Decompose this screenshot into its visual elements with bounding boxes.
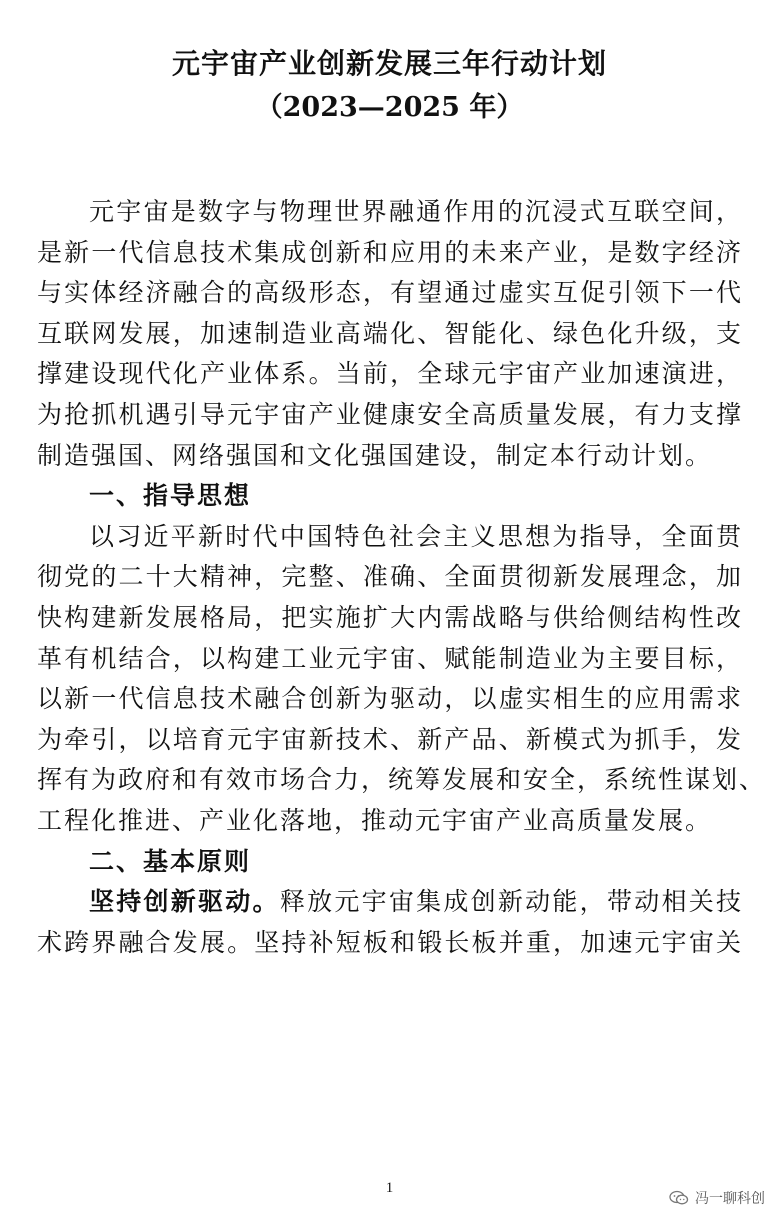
- intro-line: 是新一代信息技术集成创新和应用的未来产业，是数字经济: [37, 237, 743, 267]
- section-heading-guiding-ideology: 一、指导思想: [89, 481, 252, 511]
- intro-line: 撑建设现代化产业体系。当前，全球元宇宙产业加速演进，: [37, 359, 743, 389]
- principle1-text: 释放元宇宙集成创新动能，带动相关技: [279, 887, 743, 917]
- section1-line: 快构建新发展格局，把实施扩大内需战略与供给侧结构性改: [37, 602, 743, 632]
- watermark-text: 冯一聊科创: [695, 1191, 765, 1207]
- intro-line: 与实体经济融合的高级形态，有望通过虚实互促引领下一代: [37, 278, 743, 308]
- section1-line: 彻党的二十大精神，完整、准确、全面贯彻新发展理念，加: [37, 562, 743, 592]
- document-subtitle: （2023—2025 年）: [255, 92, 524, 123]
- intro-line: 互联网发展，加速制造业高端化、智能化、绿色化升级，支: [37, 318, 743, 348]
- document-body: [37, 192, 767, 963]
- document-title: 元宇宙产业创新发展三年行动计划: [171, 47, 607, 80]
- principle1-bold-lead: 坚持创新驱动。: [89, 887, 280, 917]
- section-heading-basic-principles: 二、基本原则: [89, 846, 252, 876]
- section1-line: 以新一代信息技术融合创新为驱动，以虚实相生的应用需求: [37, 684, 743, 714]
- section1-line: 革有机结合，以构建工业元宇宙、赋能制造业为主要目标，: [37, 643, 743, 673]
- intro-line: 为抢抓机遇引导元宇宙产业健康安全高质量发展，有力支撑: [37, 399, 743, 429]
- watermark: [669, 1188, 765, 1208]
- section1-line: 挥有为政府和有效市场合力，统筹发展和安全，系统性谋划、: [37, 765, 767, 795]
- section1-line: 以习近平新时代中国特色社会主义思想为指导，全面贯: [89, 521, 743, 551]
- principle1-line: [37, 882, 743, 923]
- section1-line: 工程化推进、产业化落地，推动元宇宙产业高质量发展。: [37, 805, 713, 835]
- intro-line: 元宇宙是数字与物理世界融通作用的沉浸式互联空间，: [89, 197, 743, 226]
- principle1-line: 术跨界融合发展。坚持补短板和锻长板并重，加速元宇宙关: [37, 927, 743, 957]
- section1-line: 为牵引，以培育元宇宙新技术、新产品、新模式为抓手，发: [37, 724, 743, 754]
- wechat-icon: [669, 1190, 689, 1206]
- page-number: 1: [385, 1180, 394, 1196]
- intro-line: 制造强国、网络强国和文化强国建设，制定本行动计划。: [37, 440, 713, 470]
